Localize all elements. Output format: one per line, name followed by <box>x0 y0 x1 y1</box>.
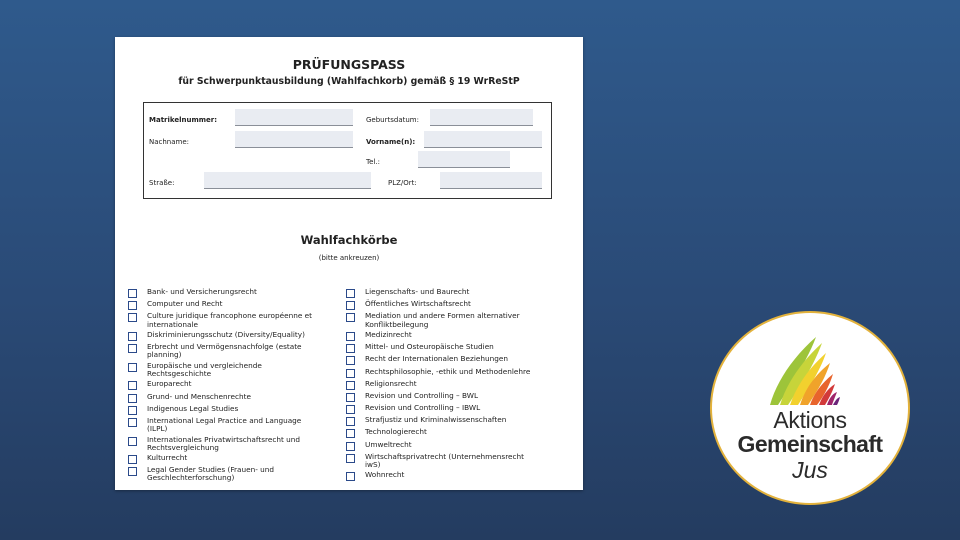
checkbox-label: Mittel- und Osteuropäische Studien <box>365 342 494 352</box>
checkbox-item[interactable] <box>346 288 534 298</box>
right-checkbox-column <box>346 288 534 484</box>
checkbox-item[interactable] <box>346 343 534 353</box>
logo-text-aktions: Aktions <box>773 407 847 433</box>
vorname-label: Vorname(n): <box>366 138 416 146</box>
checkbox-label: Legal Gender Studies (Frauen- und Geschlechterforschung) <box>147 465 275 483</box>
checkbox[interactable] <box>346 405 355 414</box>
checkbox[interactable] <box>346 381 355 390</box>
checkbox-item[interactable] <box>346 392 534 402</box>
document-title: PRÜFUNGSPASS <box>292 57 406 72</box>
checkbox-label: Bank- und Versicherungsrecht <box>147 287 257 296</box>
checkbox-label: Liegenschafts- und Baurecht <box>365 287 470 296</box>
nachname-label: Nachname: <box>149 138 190 146</box>
checkbox-item[interactable] <box>128 312 316 328</box>
checkbox-label: Computer und Recht <box>147 299 223 309</box>
checkbox[interactable] <box>346 442 355 451</box>
checkbox-item[interactable] <box>128 466 316 482</box>
checkbox[interactable] <box>346 332 355 341</box>
checkbox-label: Technologierecht <box>365 427 427 437</box>
checkbox-label: Mediation und andere Formen alternativer Konfliktbeilegung <box>365 311 520 329</box>
checkbox-label: Internationales Privatwirtschaftsrecht und Rechtsvergleichung <box>147 434 301 452</box>
checkbox[interactable] <box>346 313 355 322</box>
section-hint: (bitte ankreuzen) <box>318 254 380 262</box>
checkbox-item[interactable] <box>346 404 534 414</box>
left-checkbox-column <box>128 288 316 485</box>
nachname-field[interactable] <box>235 131 353 148</box>
checkbox-item[interactable] <box>346 416 534 426</box>
geburtsdatum-label: Geburtsdatum: <box>366 116 419 124</box>
checkbox-label: Europäische und vergleichende Rechtsgeschichte <box>147 360 262 378</box>
strasse-field[interactable] <box>204 172 371 189</box>
checkbox-item[interactable] <box>346 300 534 310</box>
checkbox[interactable] <box>128 406 137 415</box>
checkbox-item[interactable] <box>128 393 316 403</box>
checkbox-label: Erbrecht und Vermögensnachfolge (estate planning) <box>147 342 302 360</box>
checkbox-label: Recht der Internationalen Beziehungen <box>365 354 508 364</box>
checkbox-label: Öffentliches Wirtschaftsrecht <box>365 299 471 309</box>
checkbox-item[interactable] <box>346 355 534 365</box>
checkbox-item[interactable] <box>346 428 534 438</box>
checkbox-label: Wirtschaftsprivatrecht (Unternehmensrecht iwS) <box>365 451 525 470</box>
strasse-label: Straße: <box>149 179 175 187</box>
checkbox-item[interactable] <box>128 417 316 433</box>
personal-info-box <box>143 102 552 199</box>
checkbox-label: Kulturrecht <box>147 453 188 463</box>
vorname-field[interactable] <box>424 131 542 148</box>
tel-field[interactable] <box>418 151 510 168</box>
checkbox-label: Culture juridique francophone européenne et internationale <box>147 311 313 329</box>
checkbox[interactable] <box>346 289 355 298</box>
checkbox-label: Diskriminierungsschutz (Diversity/Equality) <box>147 329 305 339</box>
tel-label: Tel.: <box>366 158 380 166</box>
checkbox[interactable] <box>346 472 355 481</box>
plz-label: PLZ/Ort: <box>388 179 417 187</box>
checkbox[interactable] <box>128 289 137 298</box>
checkbox-label: Revision und Controlling – IBWL <box>365 403 481 413</box>
checkbox[interactable] <box>346 369 355 378</box>
logo-text-jus: Jus <box>792 457 828 483</box>
checkbox[interactable] <box>128 455 137 464</box>
checkbox[interactable] <box>128 332 137 341</box>
checkbox-label: Rechtsphilosophie, -ethik und Methodenlehre <box>365 366 531 376</box>
checkbox[interactable] <box>128 301 137 310</box>
checkbox-label: Wohnrecht <box>365 470 405 480</box>
matrikel-field[interactable] <box>235 109 353 126</box>
checkbox-item[interactable] <box>128 436 316 452</box>
checkbox-item[interactable] <box>128 454 316 464</box>
checkbox[interactable] <box>346 454 355 463</box>
checkbox-label: Europarecht <box>147 379 192 389</box>
checkbox[interactable] <box>346 356 355 365</box>
geburtsdatum-field[interactable] <box>430 109 533 126</box>
aktionsgemeinschaft-jus-logo <box>710 311 910 505</box>
checkbox-item[interactable] <box>346 441 534 451</box>
checkbox[interactable] <box>346 393 355 402</box>
checkbox-label: Religionsrecht <box>365 378 417 388</box>
checkbox-item[interactable] <box>346 312 534 328</box>
checkbox-label: International Legal Practice and Language (ILPL) <box>147 415 302 434</box>
checkbox-item[interactable] <box>346 331 534 341</box>
checkbox-item[interactable] <box>128 362 316 378</box>
matrikel-label: Matrikelnummer: <box>149 116 218 124</box>
checkbox-item[interactable] <box>128 331 316 341</box>
checkbox[interactable] <box>346 301 355 310</box>
checkbox[interactable] <box>346 344 355 353</box>
checkbox-label: Strafjustiz und Kriminalwissenschaften <box>365 415 507 425</box>
section-title: Wahlfachkörbe <box>300 233 398 247</box>
logo-text-gemeinschaft: Gemeinschaft <box>737 431 883 457</box>
checkbox-item[interactable] <box>346 368 534 378</box>
document-page <box>115 37 583 490</box>
checkbox-item[interactable] <box>346 380 534 390</box>
checkbox-item[interactable] <box>128 343 316 359</box>
checkbox[interactable] <box>128 344 137 353</box>
checkbox-item[interactable] <box>128 300 316 310</box>
checkbox[interactable] <box>128 363 137 372</box>
checkbox-item[interactable] <box>128 288 316 298</box>
checkbox-label: Indigenous Legal Studies <box>147 403 239 413</box>
checkbox[interactable] <box>128 313 137 322</box>
checkbox[interactable] <box>128 394 137 403</box>
checkbox[interactable] <box>128 381 137 390</box>
checkbox-label: Umweltrecht <box>365 439 412 449</box>
checkbox-label: Medizinrecht <box>365 329 412 339</box>
checkbox[interactable] <box>346 429 355 438</box>
checkbox-item[interactable] <box>128 380 316 390</box>
checkbox-label: Revision und Controlling – BWL <box>365 390 479 400</box>
checkbox[interactable] <box>128 437 137 446</box>
checkbox[interactable] <box>128 467 137 476</box>
checkbox[interactable] <box>128 418 137 427</box>
document-subtitle: für Schwerpunktausbildung (Wahlfachkorb) gemäß § 19 WrReStP <box>178 76 520 87</box>
checkbox-item[interactable] <box>346 453 534 469</box>
checkbox[interactable] <box>346 417 355 426</box>
checkbox-item[interactable] <box>346 471 534 481</box>
checkbox-item[interactable] <box>128 405 316 415</box>
plz-field[interactable] <box>440 172 542 189</box>
checkbox-label: Grund- und Menschenrechte <box>147 391 251 401</box>
